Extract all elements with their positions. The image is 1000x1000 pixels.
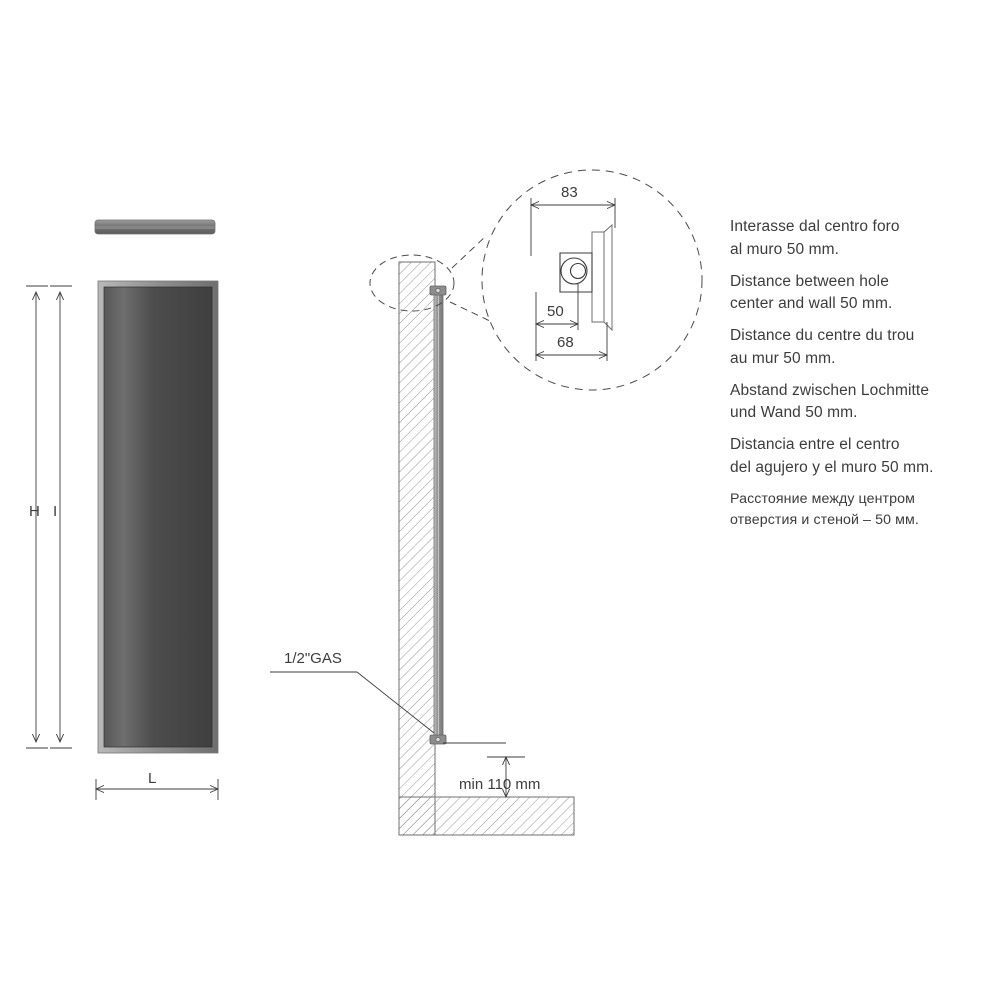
note-fr-line2: au mur 50 mm. (730, 349, 836, 367)
detail-dimension-68-label: 68 (557, 334, 574, 351)
note-ru-line2: отверстия и стеной – 50 мм. (730, 511, 919, 528)
radiator-panel (98, 281, 218, 753)
dimension-label-depth: I (53, 503, 58, 520)
note-it-line1: Interasse dal centro foro (730, 218, 900, 235)
dimension-length (96, 779, 218, 800)
note-es-line1: Distancia entre el centro (730, 436, 900, 454)
detail-wall-edge (592, 225, 612, 330)
side-section-view (270, 262, 574, 835)
note-en-line1: Distance between hole (730, 272, 889, 290)
floor-section (399, 797, 574, 835)
detail-dimension-83-label: 83 (561, 184, 578, 201)
detail-connector-lower (450, 302, 492, 322)
detail-fitting (560, 253, 592, 292)
gas-connection-label: 1/2"GAS (284, 650, 342, 667)
note-en-line2: center and wall 50 mm. (730, 295, 893, 313)
note-de (730, 380, 992, 426)
floor-clearance-label: min 110 mm (459, 776, 541, 793)
note-de-line1: Abstand zwischen Lochmitte (730, 381, 930, 399)
detail-dimension-50-label: 50 (547, 303, 564, 320)
radiator-top-bar (95, 220, 215, 234)
radiator-side-profile (434, 288, 443, 743)
note-es (730, 434, 992, 480)
note-fr (730, 325, 992, 371)
note-en (730, 271, 992, 317)
dimension-label-length: L (148, 770, 157, 787)
note-ru (730, 489, 992, 531)
multilingual-notes (730, 216, 992, 540)
note-it-line2: al muro 50 mm. (730, 240, 840, 258)
dimension-label-height: H (29, 503, 40, 520)
note-fr-line1: Distance du centre du trou (730, 327, 915, 345)
note-es-line2: del agujero y el muro 50 mm. (730, 459, 934, 477)
note-it (730, 216, 992, 262)
note-de-line2: und Wand 50 mm. (730, 404, 858, 422)
top-connection-fitting (430, 286, 446, 295)
note-ru-line1: Расстояние между центром (730, 490, 915, 507)
wall-section (399, 262, 435, 835)
detail-connector-upper (452, 235, 487, 268)
